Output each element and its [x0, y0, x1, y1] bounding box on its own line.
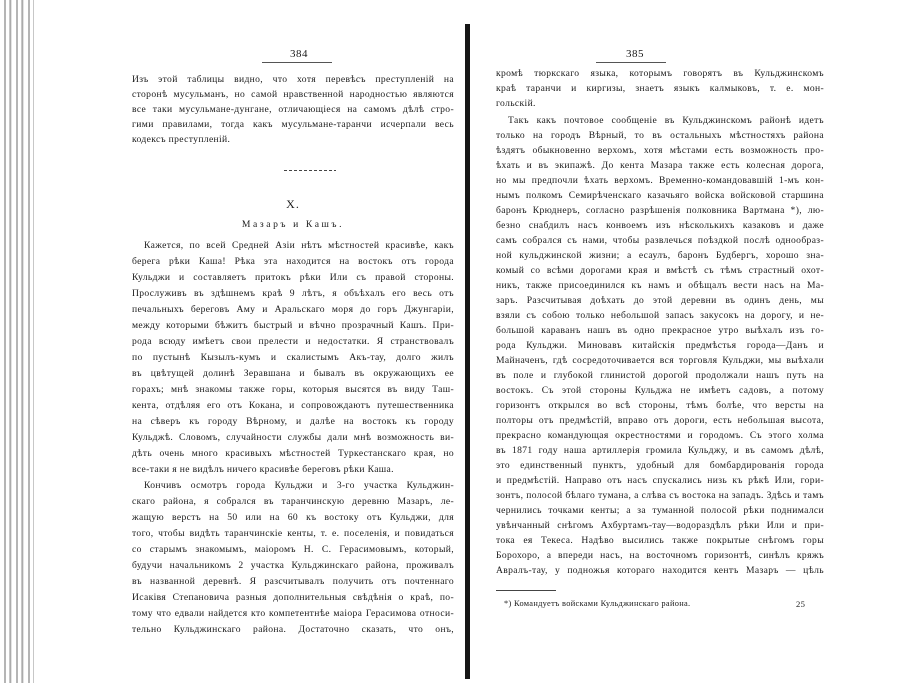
text-line: Изъ этой таблицы видно, что хотя перевѣсъ преступленій на	[132, 74, 454, 85]
text-line: тому что едвали найдется кто компетентнѣе маіора Герасимова относи-	[132, 608, 454, 619]
signature-mark: 25	[796, 599, 806, 609]
text-line: безно снабдилъ насъ конвоемъ изъ нѣсколькихъ казаковъ и даже	[496, 220, 824, 231]
text-line: рода всюду имѣетъ свои прелести и недостатки. Я странствовалъ	[132, 336, 454, 347]
text-line: Исаківя Степановича разныя дополнительныя свѣдѣнія о краѣ, по-	[132, 592, 454, 603]
scan-edge-shadow	[0, 0, 34, 683]
text-line: на сѣверъ къ городу Вѣрному, и далѣе на востокъ къ городу	[132, 416, 454, 427]
text-line: того, чтобы видѣть таранчинскіе кенты, т. е. поселенія, и повидаться	[132, 528, 454, 539]
text-line: ѣхать и въ экипажѣ. До кента Мазара также есть колесная дорога,	[496, 160, 824, 171]
text-line: чернились точками кенты; а за туманной полосой рѣки поднималси	[496, 505, 824, 516]
page-number-rule	[596, 62, 666, 63]
text-line: тока ея Текеса. Надѣво высились также покрытые снѣгомъ горы	[496, 535, 824, 546]
text-line: востокъ. Съ этой стороны Кульджа не имѣетъ садовъ, а потому	[496, 385, 824, 396]
text-line: краѣ таранчи и киргизы, знаетъ языкъ калмыковъ, т. е. мон-	[496, 83, 824, 94]
text-line: это единственный пунктъ, удобный для бомбардированія города	[496, 460, 824, 471]
text-line: полторы отъ предмѣстій, вправо отъ дороги, есть небольшая высота,	[496, 415, 824, 426]
text-line: Такъ какъ почтовое сообщеніе въ Кульджинскомъ районѣ идетъ	[508, 115, 824, 126]
text-line: баронъ Крюднеръ, согласно разрѣшенія полковника Вартмана *), лю-	[496, 205, 824, 216]
section-title: Мазаръ и Кашъ.	[241, 219, 345, 230]
text-line: берега рѣки Каша! Рѣка эта находится на востокъ отъ города	[132, 256, 454, 267]
text-line: Авралъ-тау, у подножья котораго находится кентъ Мазаръ — цѣль	[496, 565, 824, 576]
text-line: все таки мусульмане-дунгане, отличающіеся на самомъ дѣлѣ стро-	[132, 104, 454, 115]
text-line: между которыми бѣжитъ быстрый и вѣчно прозрачный Кашъ. При-	[132, 320, 454, 331]
text-line: Прослуживъ въ здѣшнемъ краѣ 9 лѣтъ, я объѣхалъ его весь отъ	[132, 288, 454, 299]
text-line: прекрасно командующая окрестностями и городомъ. Съ этого холма	[496, 430, 824, 441]
text-line: гольскій.	[496, 98, 536, 109]
text-line: комый со всѣми дорогами края и вмѣстѣ съ тѣмъ страстный охот-	[496, 265, 824, 276]
text-line: въ 1871 году наша артиллерія громила Кульджу, и въ самомъ дѣлѣ,	[496, 445, 824, 456]
text-line: взяли съ собою только небольшой запасъ закусокъ на дорогу, и не-	[496, 310, 824, 321]
text-line: нымъ полкомъ Семирѣченскаго казачьяго войска войсковой старшина	[496, 190, 824, 201]
text-line: кромѣ тюркскаго языка, которымъ говорятъ въ Кульджинскомъ	[496, 68, 824, 79]
text-line: скаго района, я собрался въ таранчинскую деревню Мазаръ, ле-	[132, 496, 454, 507]
text-line: со старымъ знакомымъ, маіоромъ Н. С. Герасимовымъ, который,	[132, 544, 454, 555]
page-number-rule	[262, 62, 332, 63]
left-page	[132, 0, 454, 683]
text-line: дѣть очень много красивыхъ мѣстностей Туркестанскаго края, но	[132, 448, 454, 459]
text-line: въ цвѣтущей долинѣ Зеравшана и бывалъ въ окружающихъ ее	[132, 368, 454, 379]
text-line: рода Кульджи. Миновавъ китайскія предмѣстья города—Данъ и	[496, 340, 824, 351]
text-line: въ поле и глубокой глинистой дорогой продолжали нашъ путь на	[496, 370, 824, 381]
text-line: никъ, также присоединился къ намъ и обѣщалъ вести насъ на Ма-	[496, 280, 824, 291]
text-line: Борохоро, а впереди насъ, на восточномъ горизонтѣ, синѣлъ кряжъ	[496, 550, 824, 561]
text-line: тельно Кульджинскаго района. Достаточно сказать, что онъ,	[132, 624, 454, 635]
text-line: и предмѣстій. Направо отъ насъ спускались низь къ рѣкѣ Или, гори-	[496, 475, 824, 486]
section-number: X.	[286, 197, 300, 211]
text-line: гими правилами, тогда какъ мусульмане-таранчи исчерпали весь	[132, 119, 454, 130]
page-number-right: 385	[626, 48, 644, 60]
text-line: Кульджѣ. Словомъ, случайности службы дали мнѣ возможность ви-	[132, 432, 454, 443]
text-line: самъ собрался съ нами, чтобы развлечься поѣздкой послѣ однообраз-	[496, 235, 824, 246]
text-line: въ названной деревнѣ. Я разсчитывалъ получить отъ почтеннаго	[132, 576, 454, 587]
text-line: печальныхъ береговъ Аму и Аральскаго моря до горъ Джунгаріи,	[132, 304, 454, 315]
text-line: Кончивъ осмотръ города Кульджи и 3-го участка Кульджин-	[144, 480, 454, 491]
text-line: Кульджи и составляетъ притокъ рѣки Или съ правой стороны.	[132, 272, 454, 283]
text-line: горизонтъ открылся во всѣ стороны, тѣмъ болѣе, что версты на	[496, 400, 824, 411]
text-line: по пустынѣ Кызылъ-кумъ и скалистымъ Акъ-тау, долго жилъ	[132, 352, 454, 363]
text-line: все-таки я не видѣлъ ничего красивѣе береговъ рѣки Каша.	[132, 464, 394, 475]
right-page	[496, 0, 824, 683]
text-line: Кажется, по всей Средней Азіи нѣтъ мѣстностей красивѣе, какъ	[144, 240, 454, 251]
text-line: но мы предпочли ѣхать верхомъ. Временно-командовавшій 1-мъ кон-	[496, 175, 824, 186]
text-line: только на городъ Вѣрный, то въ остальныхъ мѣстностяхъ района	[496, 130, 824, 141]
text-line: ѣздятъ обыкновенно верхомъ, хотя мѣстами есть возможность про-	[496, 145, 824, 156]
text-line: большой караванъ нашъ въ одно прекрасное утро выѣхалъ изъ го-	[496, 325, 824, 336]
text-line: ной кульджинской жизни; а есаулъ, баронъ Будбергъ, хорошо зна-	[496, 250, 824, 261]
page-number-left: 384	[290, 48, 308, 60]
text-line: сторонѣ мусульманъ, но самой нравственной народностью являются	[132, 89, 454, 100]
text-line: зонтъ, полосой бѣлаго тумана, а слѣва съ востока на западъ. Здѣсь и тамъ	[496, 490, 824, 501]
book-gutter	[465, 24, 470, 679]
text-line: заръ. Разсчитывая доѣхать до этой деревни въ одинъ день, мы	[496, 295, 824, 306]
section-divider	[284, 170, 336, 171]
text-line: горахъ; мнѣ знакомы также горы, которыя высятся въ виду Таш-	[132, 384, 454, 395]
text-line: будучи начальникомъ 2 участка Кульджинскаго района, проживалъ	[132, 560, 454, 571]
text-line: кента, отдѣляя его отъ Кокана, и сопровождаютъ путешественника	[132, 400, 454, 411]
text-line: Майначенъ, гдѣ сосредоточивается вся торговля Кульджи, мы выѣхали	[496, 355, 824, 366]
footnote: *) Командуетъ войсками Кульджинскаго района.	[504, 599, 691, 608]
footnote-rule	[496, 590, 556, 591]
text-line: увѣнчанный снѣгомъ Ахбуртамъ-тау—водораздѣлъ рѣки Или и при-	[496, 520, 824, 531]
text-line: кодексъ преступленій.	[132, 134, 231, 145]
text-line: жащую верстъ на 50 или на 60 къ востоку отъ Кульджи, для	[132, 512, 454, 523]
